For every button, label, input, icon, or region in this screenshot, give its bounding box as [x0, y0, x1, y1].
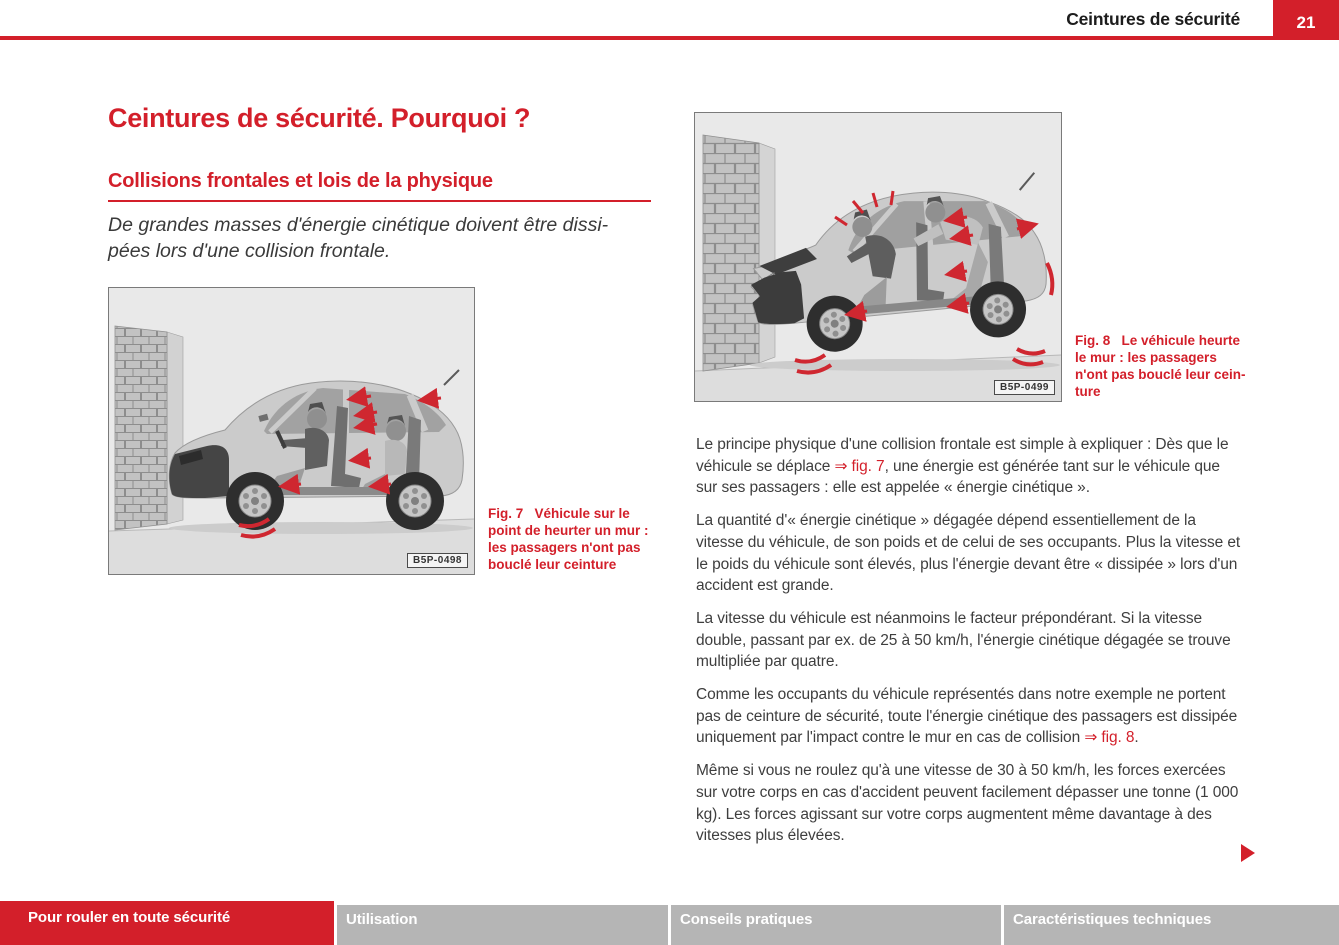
- crash-approach-illustration: [109, 288, 474, 574]
- footer-tab-pour-rouler-en-toute-securite[interactable]: Pour rouler en toute sécurité: [0, 901, 334, 945]
- figure-7-caption: Fig. 7 Véhicule sur le point de heurter un mur : les passagers n'ont pas bouclé leur ceinture: [488, 506, 649, 572]
- next-page-triangle-icon[interactable]: [1241, 844, 1255, 862]
- paragraph: Le principe physique d'une collision frontale est simple à expliquer : Dès que le véhicule se déplace ⇒ fig. 7, une énergie est générée tant sur le véhicule que sur ses passagers : elle est appelée « énergie cinétique ».: [696, 436, 1229, 497]
- paragraph: Comme les occupants du véhicule représentés dans notre exemple ne portent pas de ceinture de sécurité, toute l'énergie cinétique des passagers est dissipée uniquement par l'impact contre le mur en cas de collision ⇒ fig. 8.: [696, 686, 1238, 747]
- figure-7-reference-link[interactable]: ⇒ fig. 7: [834, 457, 885, 475]
- crash-impact-illustration: [695, 113, 1061, 401]
- footer-tab-caracteristiques-techniques[interactable]: Caractéristiques techniques: [1004, 905, 1339, 945]
- section-heading-rule: [108, 170, 651, 202]
- section-heading: Collisions frontales et lois de la physique: [108, 170, 493, 192]
- figure-8-code: B5P-0499: [994, 380, 1055, 395]
- figure-7-code: B5P-0498: [407, 553, 468, 568]
- figure-8-illustration: [694, 112, 1062, 402]
- figure-8-reference-link[interactable]: ⇒ fig. 8: [1084, 729, 1135, 747]
- page-number-badge: 21: [1273, 0, 1339, 40]
- lead-paragraph: De grandes masses d'énergie cinétique doivent être dissi- pées lors d'une collision frontale.: [108, 214, 609, 262]
- chapter-title: Ceintures de sécurité: [1066, 9, 1240, 29]
- paragraph: La quantité d'« énergie cinétique » dégagée dépend essentiellement de la vitesse du véhicule, de son poids et de celui de ses occupants. Plus la vitesse et le poids du véhicule sont élevés, plus l'énergie devant être « dissipée » lors d'un accident est grande.: [696, 512, 1241, 595]
- page-title: Ceintures de sécurité. Pourquoi ?: [108, 103, 531, 133]
- figure-7-illustration: [108, 287, 475, 575]
- figure-8-caption: Fig. 8 Le véhicule heurte le mur : les passagers n'ont pas bouclé leur cein- ture: [1075, 333, 1246, 399]
- footer-tab-utilisation[interactable]: Utilisation: [337, 905, 668, 945]
- paragraph: Même si vous ne roulez qu'à une vitesse de 30 à 50 km/h, les forces exercées sur votre corps en cas d'accident peuvent facilement dépasser une tonne (1 000 kg). Les forces agissant sur votre corps augmentent même davantage à des vitesses plus élevées.: [696, 762, 1239, 845]
- body-text-column: [696, 434, 1241, 858]
- footer-tab-conseils-pratiques[interactable]: Conseils pratiques: [671, 905, 1001, 945]
- paragraph: La vitesse du véhicule est néanmoins le facteur prépondérant. Si la vitesse double, passant par ex. de 25 à 50 km/h, l'énergie cinétique dégagée se trouve multipliée par quatre.: [696, 609, 1231, 671]
- header-rule: [0, 36, 1339, 40]
